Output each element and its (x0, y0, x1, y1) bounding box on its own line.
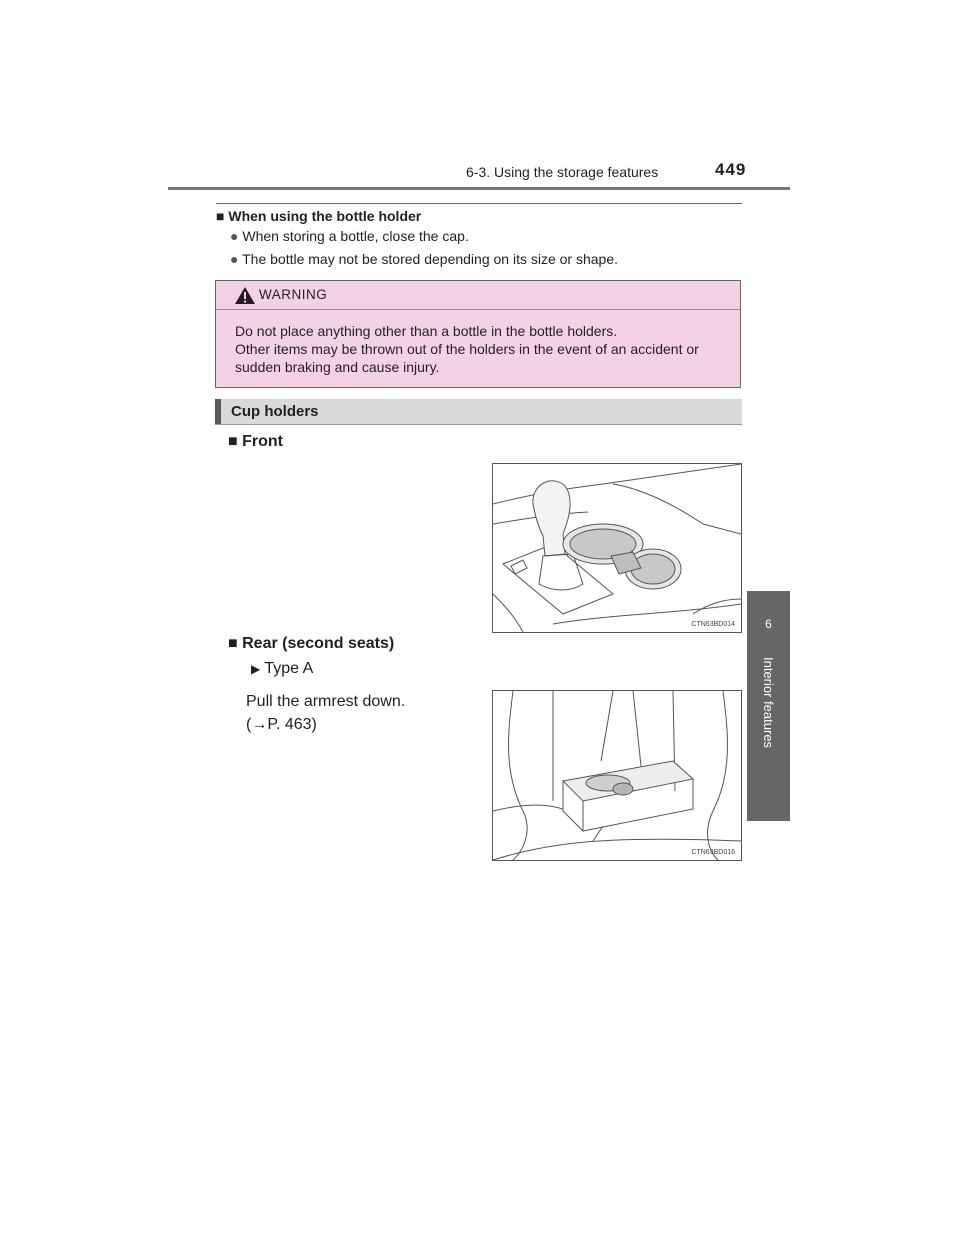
rear-cup-holder-illustration (492, 690, 742, 861)
bullet-item (230, 251, 618, 267)
bullet-text: When storing a bottle, close the cap. (242, 228, 469, 244)
square-marker-icon: ■ (228, 635, 238, 652)
front-console-drawing (493, 464, 741, 632)
section-title: Cup holders (231, 403, 319, 420)
warning-body (235, 322, 699, 376)
bullet-item (230, 228, 469, 244)
warning-box (215, 280, 741, 388)
front-cup-holder-illustration (492, 463, 742, 633)
instruction-text (246, 690, 405, 736)
figure-code: CTN63BD014 (691, 621, 735, 628)
square-marker-icon: ■ (216, 208, 225, 224)
warning-triangle-icon (234, 286, 256, 305)
content-top-rule (216, 203, 742, 204)
chapter-number: 6 (765, 617, 772, 631)
header-rule (168, 187, 790, 190)
square-marker-icon: ■ (228, 433, 238, 450)
bottle-holder-title: When using the bottle holder (228, 208, 422, 224)
warning-header (216, 281, 740, 310)
chapter-side-tab[interactable] (747, 591, 790, 821)
chapter-label: Interior features (761, 657, 776, 749)
page-reference-link[interactable]: (→P. 463) (246, 716, 317, 733)
cup-holders-section-bar (215, 399, 742, 425)
rear-armrest-drawing (493, 691, 741, 860)
bullet-dot-icon: ● (230, 228, 239, 244)
warning-line: sudden braking and cause injury. (235, 359, 440, 375)
section-accent (215, 399, 221, 424)
header-section-title: 6-3. Using the storage features (466, 164, 659, 180)
figure-code: CTN63BD016 (691, 849, 735, 856)
rear-heading (228, 635, 394, 653)
instruction-line: Pull the armrest down. (246, 693, 406, 710)
front-heading (228, 433, 283, 451)
type-label (251, 660, 313, 678)
warning-line: Other items may be thrown out of the holders in the event of an accident or (235, 341, 699, 357)
rear-label: Rear (second seats) (242, 635, 395, 652)
triangle-marker-icon: ▶ (251, 662, 261, 676)
bottle-holder-heading (216, 208, 421, 224)
page-number: 449 (715, 160, 747, 179)
warning-line: Do not place anything other than a bottle in the bottle holders. (235, 323, 618, 339)
bullet-dot-icon: ● (230, 251, 239, 267)
type-text: Type A (264, 660, 314, 677)
warning-title: WARNING (259, 287, 328, 302)
front-label: Front (242, 433, 283, 450)
bullet-text: The bottle may not be stored depending on its size or shape. (242, 251, 619, 267)
